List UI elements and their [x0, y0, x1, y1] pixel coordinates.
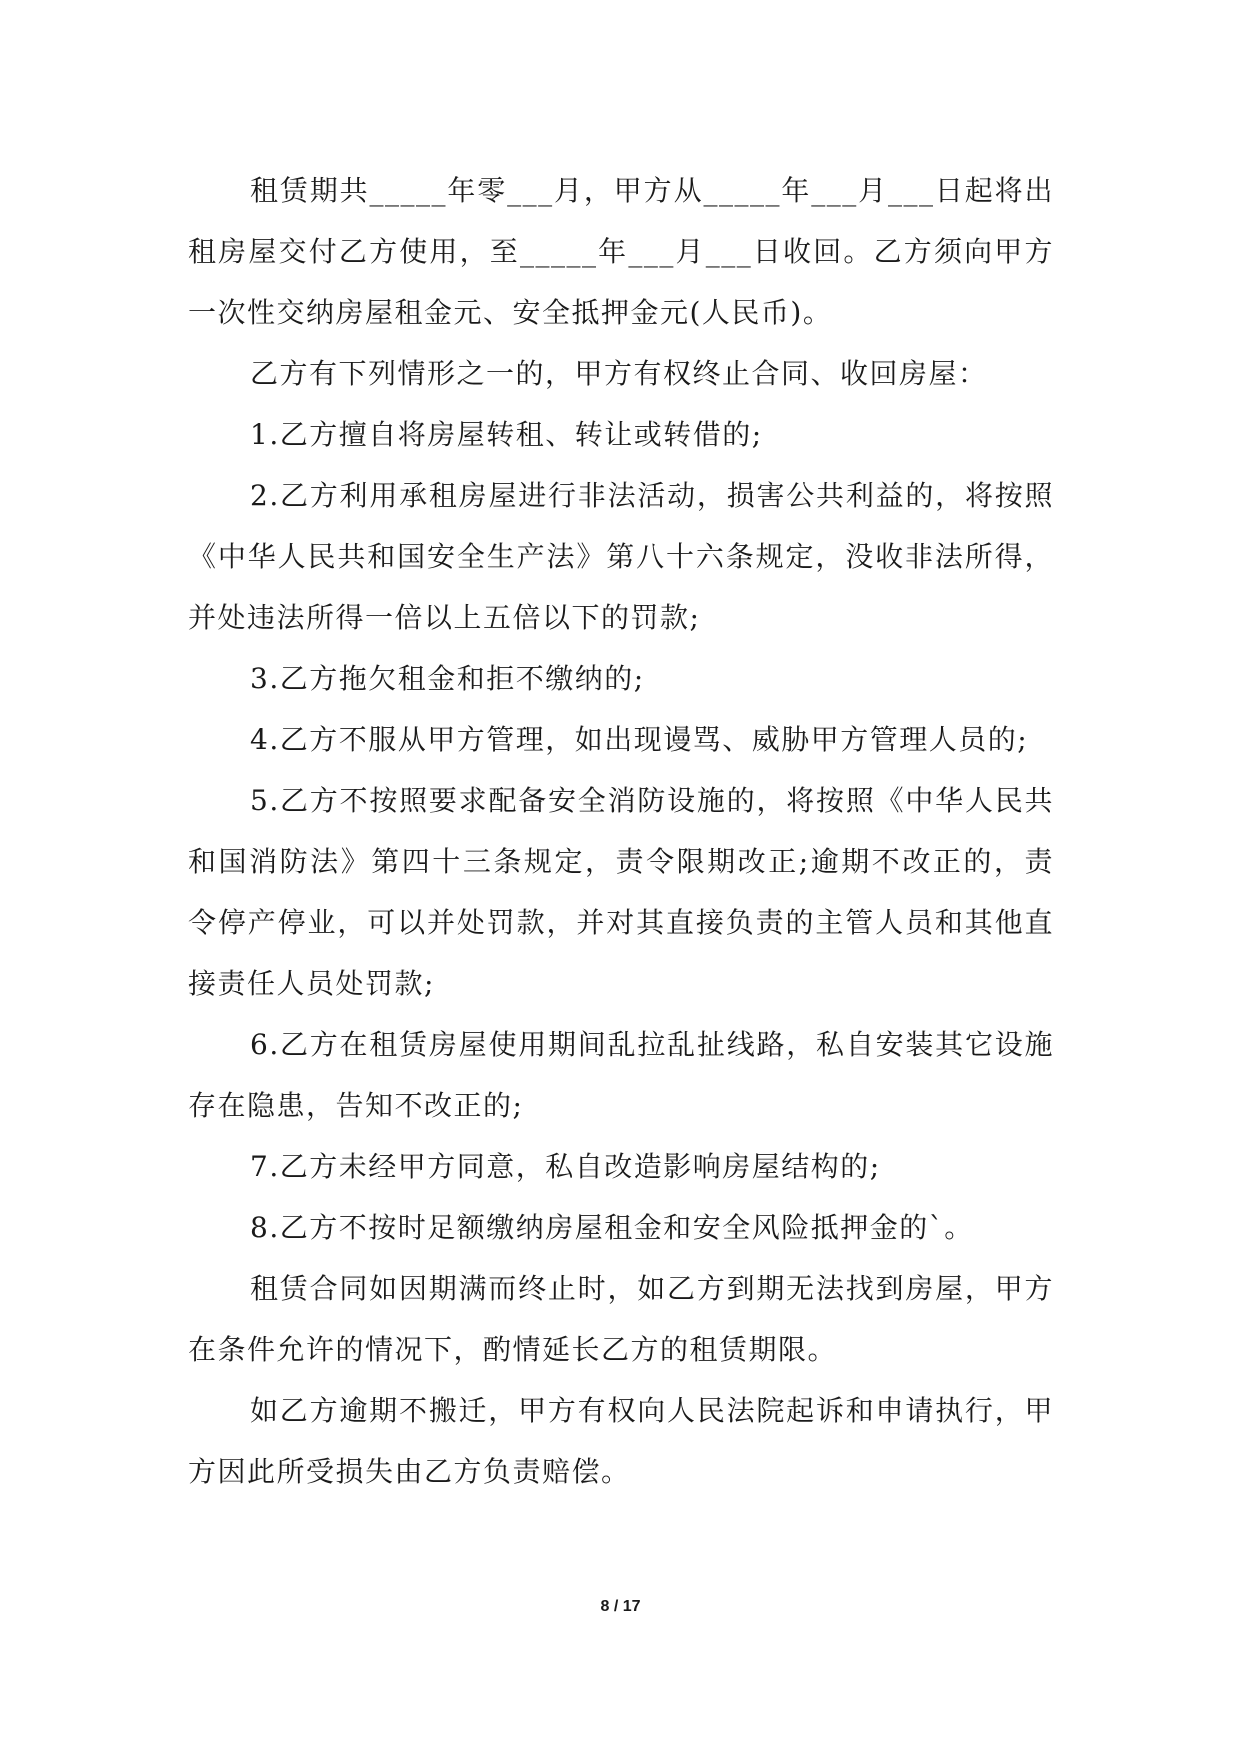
document-body [188, 160, 1054, 1502]
paragraph-termination-conditions: 乙方有下列情形之一的，甲方有权终止合同、收回房屋： [250, 357, 988, 390]
list-item-3: 3.乙方拖欠租金和拒不缴纳的; [250, 662, 645, 695]
list-item-1: 1.乙方擅自将房屋转租、转让或转借的; [250, 418, 763, 451]
list-item-5: 5.乙方不按照要求配备安全消防设施的，将按照《中华人民共和国消防法》第四十三条规定，责令限期改正;逾期不改正的，责令停产停业，可以并处罚款，并对其直接负责的主管人员和其他直接责任人员处罚款; [188, 784, 1054, 1000]
page-number: 8 / 17 [600, 1598, 641, 1615]
paragraph-lease-extension: 租赁合同如因期满而终止时，如乙方到期无法找到房屋，甲方在条件允许的情况下，酌情延长乙方的租赁期限。 [188, 1272, 1054, 1366]
list-item-4: 4.乙方不服从甲方管理，如出现谩骂、威胁甲方管理人员的; [250, 723, 1029, 756]
list-item-6: 6.乙方在租赁房屋使用期间乱拉乱扯线路，私自安装其它设施存在隐患，告知不改正的; [188, 1028, 1054, 1122]
paragraph-lease-term: 租赁期共_____年零___月，甲方从_____年___月___日起将出租房屋交付乙方使用，至_____年___月___日收回。乙方须向甲方一次性交纳房屋租金元、安全抵押金元(人民币)。 [188, 174, 1054, 329]
list-item-2: 2.乙方利用承租房屋进行非法活动，损害公共利益的，将按照《中华人民共和国安全生产法》第八十六条规定，没收非法所得，并处违法所得一倍以上五倍以下的罚款; [188, 479, 1054, 634]
list-item-8: 8.乙方不按时足额缴纳房屋租金和安全风险抵押金的`。 [250, 1211, 974, 1244]
list-item-7: 7.乙方未经甲方同意，私自改造影响房屋结构的; [250, 1150, 881, 1183]
paragraph-overdue-relocation: 如乙方逾期不搬迁，甲方有权向人民法院起诉和申请执行，甲方因此所受损失由乙方负责赔偿。 [188, 1394, 1054, 1488]
